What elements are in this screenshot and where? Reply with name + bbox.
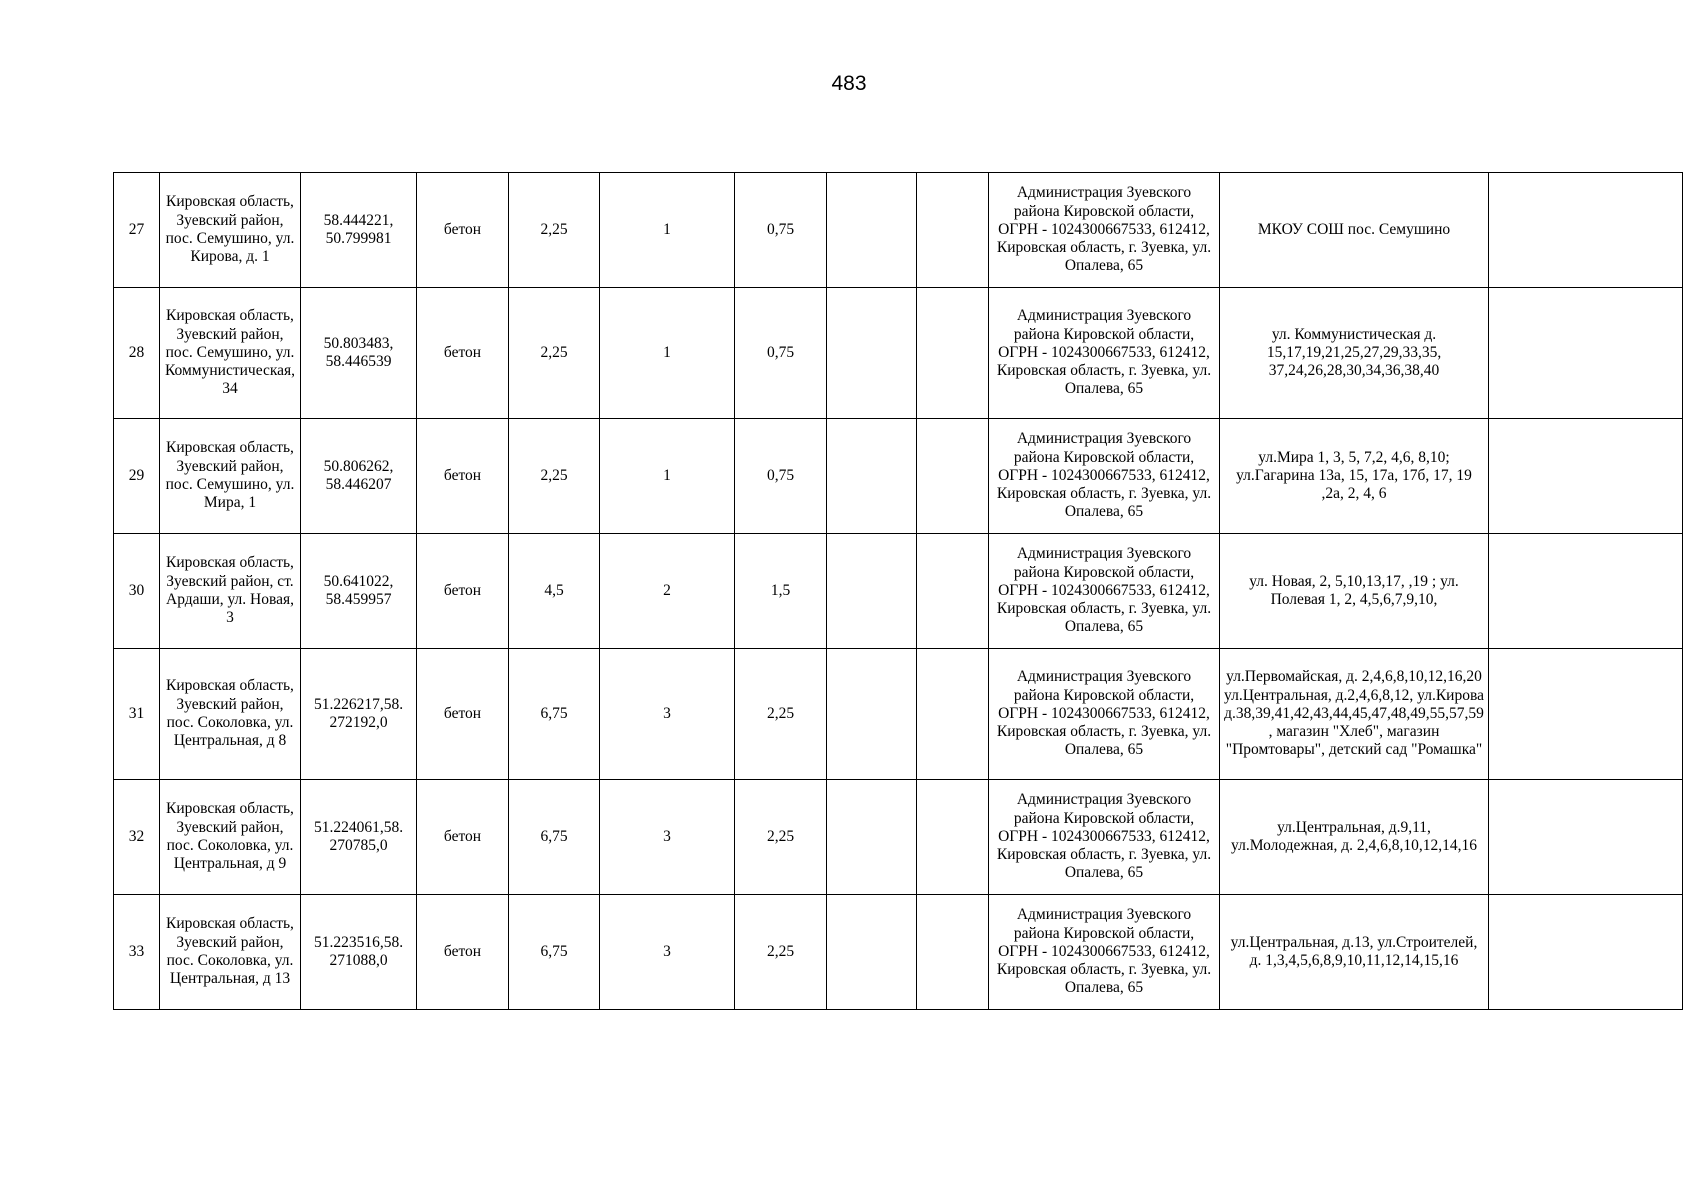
empty-cell bbox=[917, 649, 989, 780]
row-number-cell: 30 bbox=[114, 534, 160, 649]
surface-cell: бетон bbox=[417, 173, 509, 288]
owner-cell: Администрация Зуевского района Кировской области, ОГРН - 1024300667533, 612412, Кировская область, г. Зуевка, ул. Опалева, 65 bbox=[989, 780, 1220, 895]
empty-cell bbox=[827, 419, 917, 534]
owner-cell: Администрация Зуевского района Кировской области, ОГРН - 1024300667533, 612412, Кировская область, г. Зуевка, ул. Опалева, 65 bbox=[989, 173, 1220, 288]
surface-cell: бетон bbox=[417, 780, 509, 895]
container-count-cell: 3 bbox=[600, 895, 735, 1010]
area-cell: 4,5 bbox=[509, 534, 600, 649]
container-count-cell: 1 bbox=[600, 288, 735, 419]
area-cell: 2,25 bbox=[509, 173, 600, 288]
waste-sources-cell: ул. Коммунистическая д. 15,17,19,21,25,27,29,33,35, 37,24,26,28,30,34,36,38,40 bbox=[1220, 288, 1489, 419]
area-cell: 2,25 bbox=[509, 419, 600, 534]
address-cell: Кировская область, Зуевский район, пос. Семушино, ул. Коммунистическая, 34 bbox=[160, 288, 301, 419]
table-row bbox=[114, 173, 1683, 288]
coordinates-cell: 50.641022, 58.459957 bbox=[301, 534, 417, 649]
coordinates-cell: 51.224061,58. 270785,0 bbox=[301, 780, 417, 895]
empty-cell bbox=[917, 780, 989, 895]
row-number-cell: 32 bbox=[114, 780, 160, 895]
empty-cell bbox=[827, 780, 917, 895]
empty-cell bbox=[1489, 649, 1683, 780]
surface-cell: бетон bbox=[417, 288, 509, 419]
container-count-cell: 3 bbox=[600, 649, 735, 780]
surface-cell: бетон bbox=[417, 534, 509, 649]
empty-cell bbox=[1489, 534, 1683, 649]
coordinates-cell: 50.806262, 58.446207 bbox=[301, 419, 417, 534]
container-count-cell: 3 bbox=[600, 780, 735, 895]
empty-cell bbox=[827, 895, 917, 1010]
owner-cell: Администрация Зуевского района Кировской области, ОГРН - 1024300667533, 612412, Кировская область, г. Зуевка, ул. Опалева, 65 bbox=[989, 288, 1220, 419]
empty-cell bbox=[917, 419, 989, 534]
owner-cell: Администрация Зуевского района Кировской области, ОГРН - 1024300667533, 612412, Кировская область, г. Зуевка, ул. Опалева, 65 bbox=[989, 534, 1220, 649]
empty-cell bbox=[1489, 895, 1683, 1010]
table-row bbox=[114, 649, 1683, 780]
empty-cell bbox=[917, 288, 989, 419]
table-row bbox=[114, 780, 1683, 895]
surface-cell: бетон bbox=[417, 895, 509, 1010]
row-number-cell: 31 bbox=[114, 649, 160, 780]
container-volume-cell: 2,25 bbox=[735, 895, 827, 1010]
empty-cell bbox=[827, 288, 917, 419]
container-volume-cell: 0,75 bbox=[735, 419, 827, 534]
empty-cell bbox=[827, 534, 917, 649]
table-row bbox=[114, 419, 1683, 534]
container-volume-cell: 0,75 bbox=[735, 288, 827, 419]
coordinates-cell: 50.803483, 58.446539 bbox=[301, 288, 417, 419]
waste-sources-cell: ул. Новая, 2, 5,10,13,17, ,19 ; ул. Полевая 1, 2, 4,5,6,7,9,10, bbox=[1220, 534, 1489, 649]
area-cell: 6,75 bbox=[509, 780, 600, 895]
empty-cell bbox=[1489, 780, 1683, 895]
row-number-cell: 27 bbox=[114, 173, 160, 288]
container-volume-cell: 0,75 bbox=[735, 173, 827, 288]
surface-cell: бетон bbox=[417, 419, 509, 534]
coordinates-cell: 51.223516,58. 271088,0 bbox=[301, 895, 417, 1010]
empty-cell bbox=[827, 649, 917, 780]
container-volume-cell: 1,5 bbox=[735, 534, 827, 649]
empty-cell bbox=[917, 534, 989, 649]
area-cell: 6,75 bbox=[509, 895, 600, 1010]
page-number: 483 bbox=[831, 72, 867, 95]
container-count-cell: 1 bbox=[600, 173, 735, 288]
row-number-cell: 33 bbox=[114, 895, 160, 1010]
area-cell: 2,25 bbox=[509, 288, 600, 419]
owner-cell: Администрация Зуевского района Кировской области, ОГРН - 1024300667533, 612412, Кировская область, г. Зуевка, ул. Опалева, 65 bbox=[989, 419, 1220, 534]
empty-cell bbox=[1489, 288, 1683, 419]
container-volume-cell: 2,25 bbox=[735, 649, 827, 780]
table-row bbox=[114, 534, 1683, 649]
address-cell: Кировская область, Зуевский район, пос. Соколовка, ул. Центральная, д 9 bbox=[160, 780, 301, 895]
container-volume-cell: 2,25 bbox=[735, 780, 827, 895]
address-cell: Кировская область, Зуевский район, пос. Соколовка, ул. Центральная, д 13 bbox=[160, 895, 301, 1010]
empty-cell bbox=[1489, 173, 1683, 288]
container-count-cell: 2 bbox=[600, 534, 735, 649]
coordinates-cell: 51.226217,58. 272192,0 bbox=[301, 649, 417, 780]
waste-sources-cell: МКОУ СОШ пос. Семушино bbox=[1220, 173, 1489, 288]
coordinates-cell: 58.444221, 50.799981 bbox=[301, 173, 417, 288]
waste-sources-cell: ул.Центральная, д.13, ул.Строителей, д. 1,3,4,5,6,8,9,10,11,12,14,15,16 bbox=[1220, 895, 1489, 1010]
container-count-cell: 1 bbox=[600, 419, 735, 534]
waste-sources-cell: ул.Центральная, д.9,11, ул.Молодежная, д. 2,4,6,8,10,12,14,16 bbox=[1220, 780, 1489, 895]
address-cell: Кировская область, Зуевский район, пос. Соколовка, ул. Центральная, д 8 bbox=[160, 649, 301, 780]
row-number-cell: 28 bbox=[114, 288, 160, 419]
empty-cell bbox=[827, 173, 917, 288]
empty-cell bbox=[917, 895, 989, 1010]
table-row bbox=[114, 895, 1683, 1010]
empty-cell bbox=[917, 173, 989, 288]
owner-cell: Администрация Зуевского района Кировской области, ОГРН - 1024300667533, 612412, Кировская область, г. Зуевка, ул. Опалева, 65 bbox=[989, 649, 1220, 780]
surface-cell: бетон bbox=[417, 649, 509, 780]
address-cell: Кировская область, Зуевский район, пос. Семушино, ул. Кирова, д. 1 bbox=[160, 173, 301, 288]
area-cell: 6,75 bbox=[509, 649, 600, 780]
table-row bbox=[114, 288, 1683, 419]
address-cell: Кировская область, Зуевский район, пос. Семушино, ул. Мира, 1 bbox=[160, 419, 301, 534]
empty-cell bbox=[1489, 419, 1683, 534]
waste-sources-cell: ул.Первомайская, д. 2,4,6,8,10,12,16,20 ул.Центральная, д.2,4,6,8,12, ул.Кирова д.38,39,41,42,43,44,45,47,48,49,55,57,59, магазин "Хлеб", магазин "Промтовары", детский сад "Ромашка" bbox=[1220, 649, 1489, 780]
owner-cell: Администрация Зуевского района Кировской области, ОГРН - 1024300667533, 612412, Кировская область, г. Зуевка, ул. Опалева, 65 bbox=[989, 895, 1220, 1010]
address-cell: Кировская область, Зуевский район, ст. Ардаши, ул. Новая, 3 bbox=[160, 534, 301, 649]
waste-sources-cell: ул.Мира 1, 3, 5, 7,2, 4,6, 8,10; ул.Гагарина 13а, 15, 17а, 17б, 17, 19 ,2а, 2, 4, 6 bbox=[1220, 419, 1489, 534]
row-number-cell: 29 bbox=[114, 419, 160, 534]
waste-sites-table bbox=[113, 172, 1683, 1010]
